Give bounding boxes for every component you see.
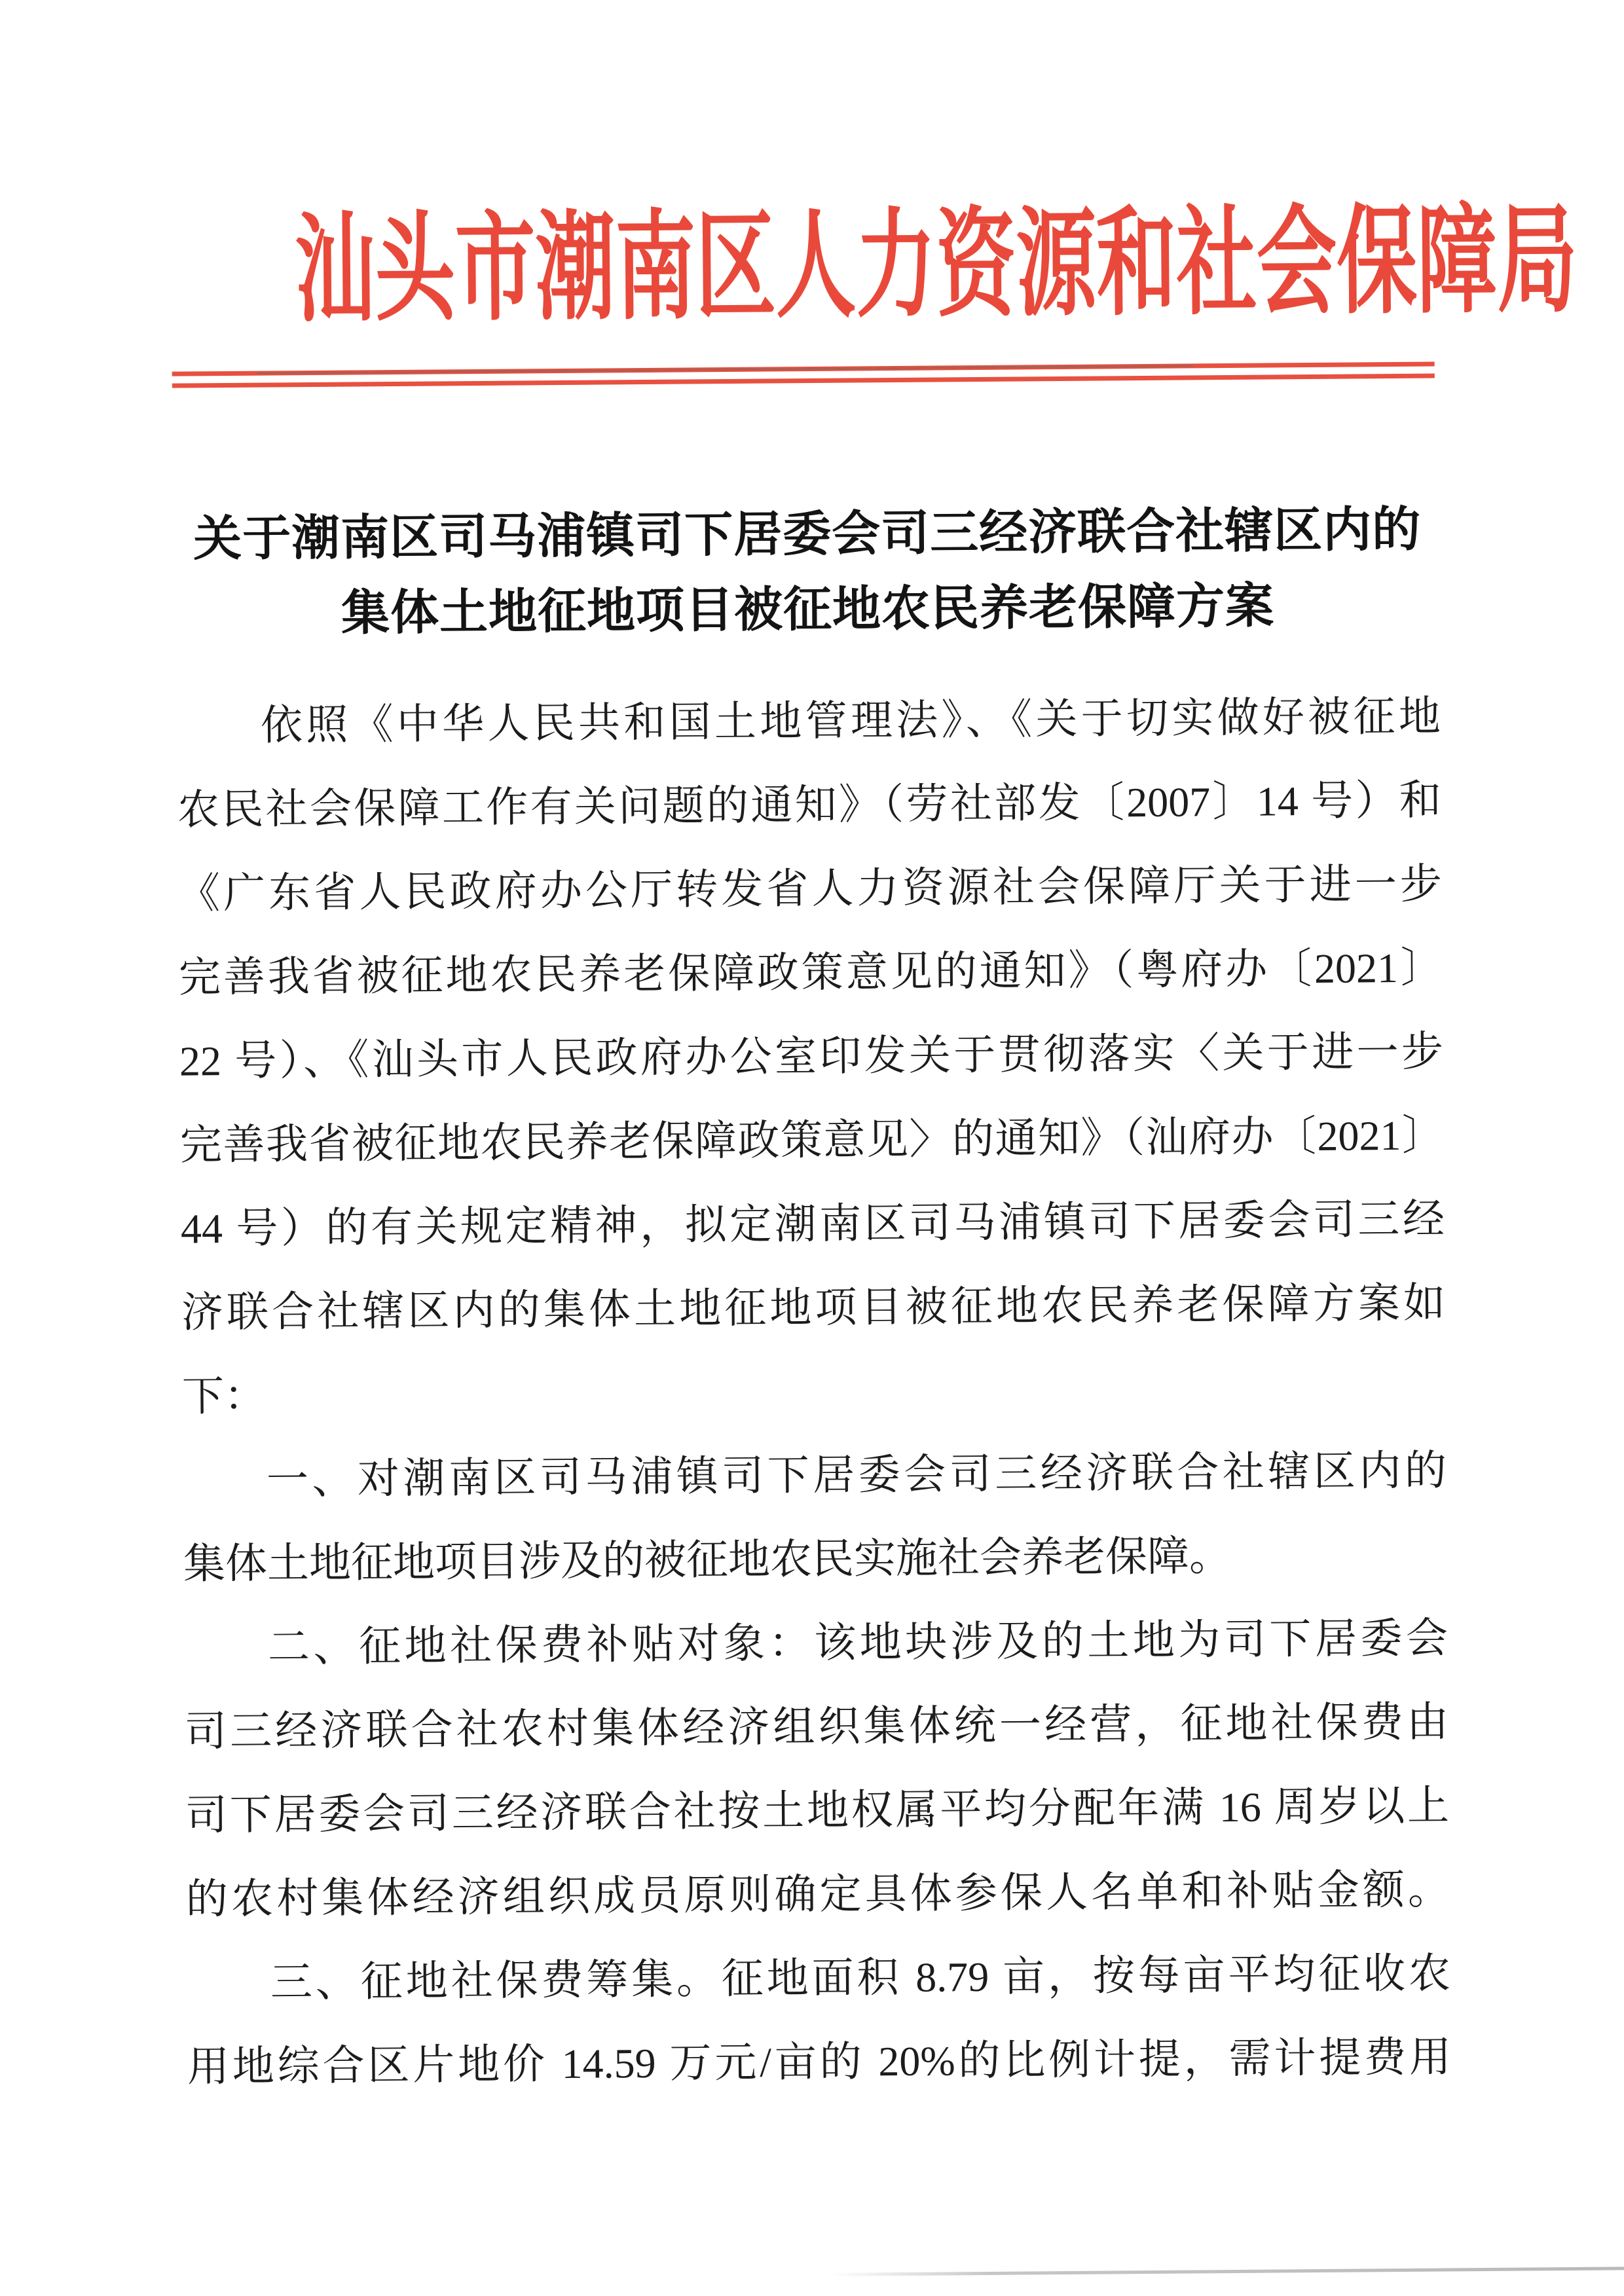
body-line: 《广东省人民政府办公厅转发省人力资源社会保障厅关于进一步 <box>177 860 1443 917</box>
body-line: 集体土地征地项目涉及的被征地农民实施社会养老保障。 <box>183 1532 1232 1588</box>
body-line: 二、征地社保费补贴对象：该地块涉及的土地为司下居委会 <box>267 1614 1449 1671</box>
body-line: 完善我省被征地农民养老保障政策意见的通知》（粤府办〔2021〕 <box>178 944 1443 1001</box>
letterhead-text: 汕头市潮南区人力资源和社会保障局 <box>294 195 1578 337</box>
header-rule-bottom <box>172 373 1435 388</box>
document-title-line1: 关于潮南区司马浦镇司下居委会司三经济联合社辖区内的 <box>193 503 1422 567</box>
body-line: 三、征地社保费筹集。征地面积 8.79 亩，按每亩平均征收农 <box>270 1950 1451 2006</box>
body-line: 22 号）、《汕头市人民政府办公室印发关于贯彻落实〈关于进一步 <box>179 1028 1444 1085</box>
letterhead-title <box>0 195 1617 337</box>
body-line: 完善我省被征地农民养老保障政策意见〉的通知》（汕府办〔2021〕 <box>179 1112 1445 1169</box>
body-line: 一、对潮南区司马浦镇司下居委会司三经济联合社辖区内的 <box>266 1447 1447 1503</box>
body-line: 的农村集体经济组织成员原则确定具体参保人名单和补贴金额。 <box>185 1866 1450 1923</box>
document-body <box>176 674 1451 2109</box>
header-rule-top <box>172 361 1435 376</box>
body-line: 济联合社辖区内的集体土地征地项目被征地农民养老保障方案如 <box>181 1279 1446 1336</box>
rule-scan-shadow <box>257 365 1194 374</box>
body-line: 农民社会保障工作有关问题的通知》（劳社部发〔2007〕14 号）和 <box>177 776 1442 833</box>
scan-artifact-line <box>831 2267 1624 2276</box>
body-line: 司三经济联合社农村集体经济组织集体统一经营，征地社保费由 <box>184 1698 1449 1755</box>
body-line: 44 号）的有关规定精神，拟定潮南区司马浦镇司下居委会司三经 <box>180 1195 1445 1252</box>
body-line: 用地综合区片地价 14.59 万元/亩的 20%的比例计提，需计提费用 <box>187 2033 1452 2090</box>
body-line: 司下居委会司三经济联合社按土地权属平均分配年满 16 周岁以上 <box>185 1782 1450 1839</box>
body-line: 依照《中华人民共和国土地管理法》、《关于切实做好被征地 <box>260 693 1441 749</box>
document-title-line2: 集体土地征地项目被征地农民养老保障方案 <box>341 579 1275 641</box>
body-line: 下： <box>181 1372 267 1420</box>
